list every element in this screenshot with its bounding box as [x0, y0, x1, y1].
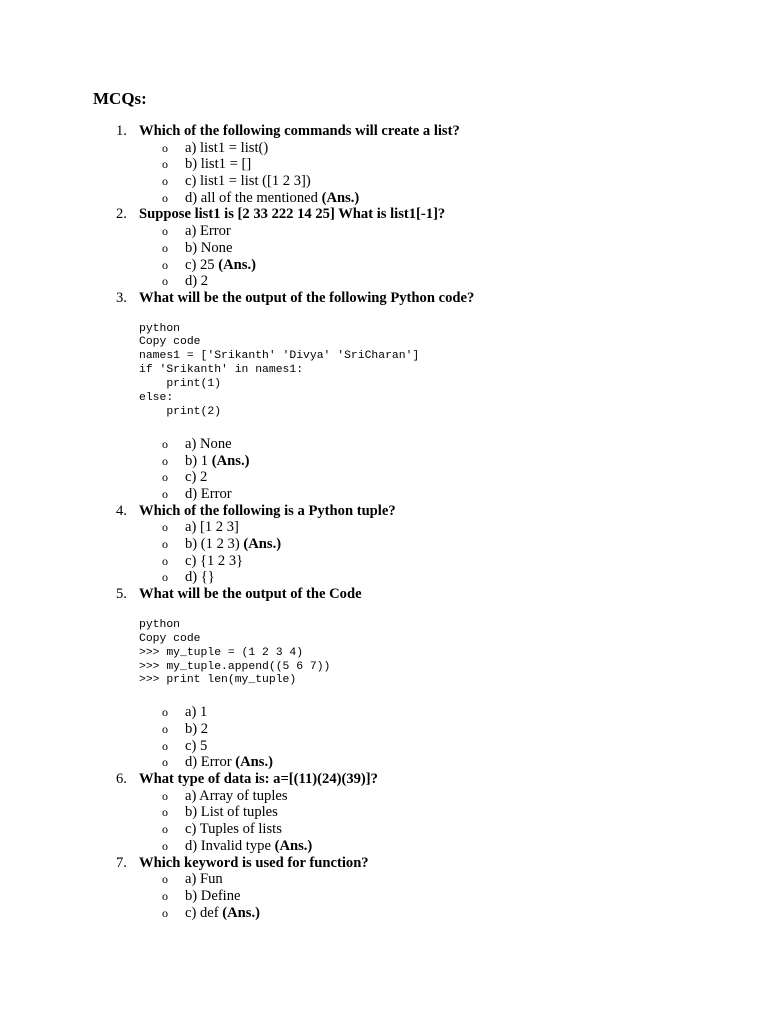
option-text: a) list1 = list() — [185, 139, 269, 156]
bullet-marker: o — [162, 788, 168, 803]
option-text: c) 25 — [185, 256, 215, 273]
option-item — [0, 536, 768, 553]
option-text: b) 2 — [185, 721, 209, 737]
bullet-marker: o — [162, 872, 168, 887]
option-item — [0, 905, 768, 922]
question-item — [0, 586, 768, 771]
bullet-marker: o — [162, 470, 168, 485]
question-number: 2. — [116, 206, 127, 223]
option-text: c) list1 = list ([1 2 3]) — [185, 173, 311, 190]
option-text: d) all of the mentioned — [185, 189, 318, 206]
bullet-marker: o — [162, 453, 168, 468]
question-item — [0, 503, 768, 586]
option-item — [0, 486, 768, 503]
question-number: 7. — [116, 854, 127, 871]
option-item — [0, 273, 768, 290]
question-number: 3. — [116, 289, 127, 306]
code-line: Copy code — [139, 336, 201, 349]
bullet-marker: o — [162, 570, 168, 585]
option-item — [0, 519, 768, 536]
answer-tag: (Ans.) — [321, 189, 360, 206]
question-item — [0, 771, 768, 854]
code-line: print(1) — [139, 378, 222, 391]
code-line: python — [139, 322, 181, 335]
bullet-marker: o — [162, 537, 168, 552]
bullet-marker: o — [162, 486, 168, 501]
option-text: a) None — [185, 435, 232, 452]
question-number: 1. — [116, 123, 127, 139]
option-list — [0, 871, 768, 921]
question-item — [0, 855, 768, 922]
option-text: d) Error — [185, 485, 232, 502]
option-item — [0, 888, 768, 905]
question-item — [0, 206, 768, 289]
question-text: What type of data is: a=[(11)(24)(39)]? 6. — [116, 771, 378, 788]
option-item — [0, 838, 768, 855]
option-item — [0, 738, 768, 755]
bullet-marker: o — [162, 553, 168, 568]
option-item — [0, 190, 768, 207]
option-text: c) def — [185, 904, 219, 921]
option-text: a) [1 2 3] — [185, 519, 239, 536]
bullet-marker: o — [162, 257, 168, 272]
option-item — [0, 453, 768, 470]
code-block — [0, 323, 768, 420]
bullet-marker: o — [162, 174, 168, 189]
question-list — [0, 123, 768, 921]
bullet-marker: o — [162, 274, 168, 289]
option-list — [0, 223, 768, 290]
option-list — [0, 704, 768, 771]
option-text: b) list1 = [] — [185, 156, 252, 173]
option-item — [0, 569, 768, 586]
option-text: a) Array of tuples — [185, 787, 288, 804]
code-line: python — [139, 618, 181, 631]
question-text: Which of the following is a Python tuple? 4. — [116, 502, 396, 519]
bullet-marker: o — [162, 224, 168, 239]
option-item — [0, 821, 768, 838]
option-list — [0, 436, 768, 503]
bullet-marker: o — [162, 838, 168, 853]
bullet-marker: o — [162, 705, 168, 720]
option-item — [0, 754, 768, 771]
answer-tag: (Ans.) — [243, 536, 282, 553]
question-text: What will be the output of the following Python code? 3. — [116, 289, 475, 306]
question-number: 4. — [116, 502, 127, 519]
code-line: else: — [139, 392, 174, 405]
bullet-marker: o — [162, 722, 168, 736]
option-list — [0, 788, 768, 855]
bullet-marker: o — [162, 520, 168, 535]
question-item — [0, 123, 768, 206]
answer-tag: (Ans.) — [218, 256, 256, 273]
bullet-marker: o — [162, 755, 168, 770]
question-text: Suppose list1 is [2 33 222 14 25] What is list1[-1]? 2. — [116, 206, 446, 223]
option-text: c) {1 2 3} — [185, 552, 244, 569]
answer-tag: (Ans.) — [235, 754, 273, 771]
option-item — [0, 704, 768, 721]
option-text: d) {} — [185, 569, 215, 586]
option-text: c) 5 — [185, 737, 208, 754]
code-line: names1 = ['Srikanth' 'Divya' 'SriCharan'] — [139, 350, 420, 363]
code-line: >>> my_tuple.append((5 6 7)) — [139, 660, 331, 673]
code-spacer — [0, 307, 768, 323]
option-text: c) Tuples of lists — [185, 821, 282, 838]
option-text: a) Error — [185, 223, 231, 240]
question-text: Which of the following commands will create a list? 1. — [116, 123, 460, 139]
bullet-marker: o — [162, 888, 168, 903]
option-text: b) List of tuples — [185, 804, 278, 821]
code-line: >>> my_tuple = (1 2 3 4) — [139, 646, 304, 659]
option-item — [0, 788, 768, 805]
option-item — [0, 721, 768, 738]
answer-tag: (Ans.) — [222, 904, 260, 921]
code-line: if 'Srikanth' in names1: — [139, 364, 304, 377]
option-text: d) Error — [185, 754, 232, 771]
question-text: Which keyword is used for function? 7. — [116, 854, 369, 871]
question-item — [0, 290, 768, 503]
option-item — [0, 804, 768, 821]
question-text: What will be the output of the Code 5. — [116, 586, 362, 603]
option-text: c) 2 — [185, 469, 208, 486]
option-text: d) 2 — [185, 273, 209, 290]
option-item — [0, 257, 768, 274]
answer-tag: (Ans.) — [274, 837, 313, 854]
option-item — [0, 469, 768, 486]
answer-tag: (Ans.) — [211, 452, 250, 469]
option-item — [0, 436, 768, 453]
code-block — [0, 619, 768, 689]
option-item — [0, 156, 768, 173]
code-line: >>> print len(my_tuple) — [139, 674, 297, 687]
option-text: b) 1 — [185, 452, 209, 469]
code-spacer — [0, 420, 768, 436]
option-text: b) Define — [185, 887, 241, 904]
option-item — [0, 871, 768, 888]
option-list — [0, 519, 768, 586]
bullet-marker: o — [162, 905, 168, 920]
code-spacer — [0, 688, 768, 704]
code-spacer — [0, 603, 768, 619]
bullet-marker: o — [162, 190, 168, 205]
bullet-marker: o — [162, 805, 168, 820]
option-item — [0, 240, 768, 257]
bullet-marker: o — [162, 436, 168, 451]
option-text: b) None — [185, 239, 233, 256]
bullet-marker: o — [162, 240, 168, 255]
bullet-marker: o — [162, 157, 168, 172]
option-item — [0, 223, 768, 240]
option-text: b) (1 2 3) — [185, 536, 240, 553]
option-text: d) Invalid type — [185, 837, 271, 854]
bullet-marker: o — [162, 738, 168, 753]
question-number: 6. — [116, 771, 127, 788]
option-text: a) Fun — [185, 871, 223, 888]
option-item — [0, 173, 768, 190]
question-number: 5. — [116, 586, 127, 603]
page-heading: MCQs: — [93, 89, 147, 108]
option-text: a) 1 — [185, 704, 208, 721]
option-item — [0, 553, 768, 570]
bullet-marker: o — [162, 822, 168, 837]
code-line: print(2) — [139, 406, 222, 418]
code-line: Copy code — [139, 632, 201, 645]
option-list — [0, 140, 768, 207]
option-item — [0, 140, 768, 157]
bullet-marker: o — [162, 140, 168, 155]
